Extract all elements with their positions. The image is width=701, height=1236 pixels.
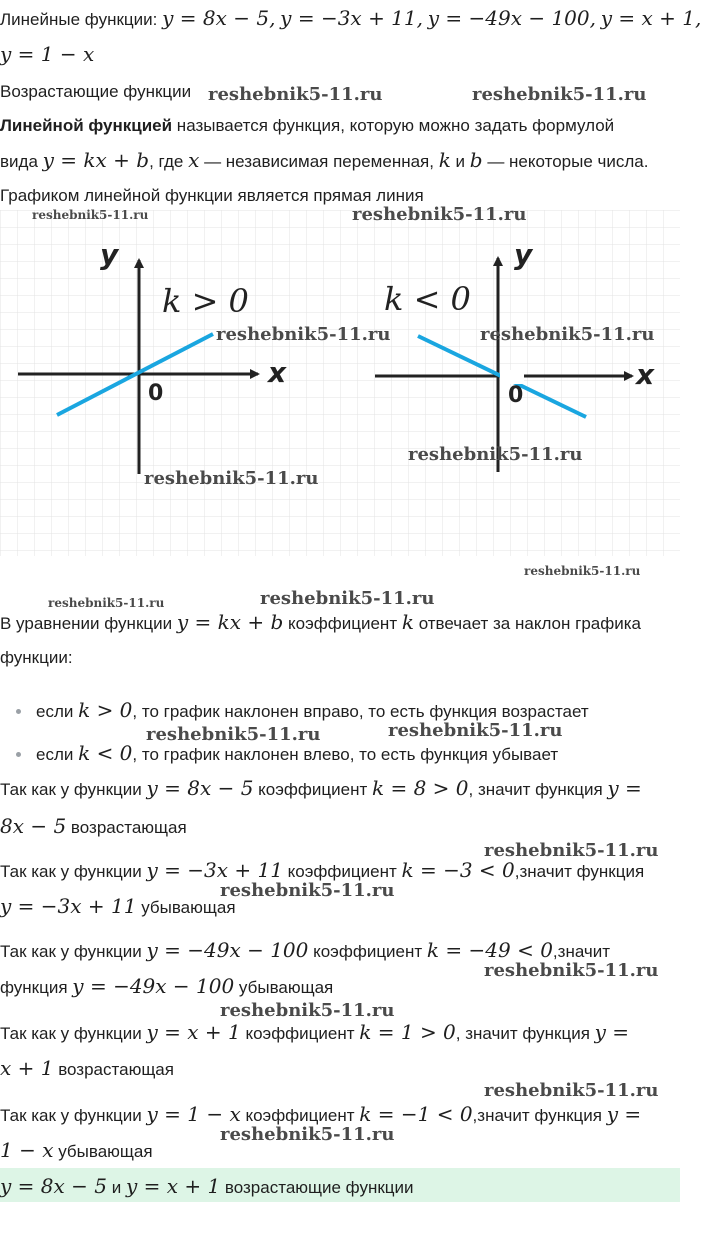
analysis-1-line-2: 8x − 5 возрастающая — [0, 814, 187, 838]
watermark: reshebnik5-11.ru — [48, 596, 165, 610]
analysis-2-line-2: y = −3x + 11 убывающая — [0, 894, 236, 918]
definition-line-1: Линейной функцией называется функция, которую можно задать формулой — [0, 116, 615, 135]
analysis-2-line-1: Так как у функции y = −3x + 11 коэффициент k = −3 < 0,значит функция — [0, 858, 645, 882]
origin-left: 0 — [148, 381, 164, 406]
bullet-dot — [16, 752, 21, 757]
watermark: reshebnik5-11.ru — [220, 880, 395, 901]
watermark: reshebnik5-11.ru — [480, 324, 655, 345]
analysis-4-line-2: x + 1 возрастающая — [0, 1056, 174, 1080]
y-label-left: y — [100, 238, 119, 271]
graph-caption: Графиком линейной функции является прямая линия — [0, 186, 424, 205]
watermark: reshebnik5-11.ru — [208, 84, 383, 105]
analysis-4-line-1: Так как у функции y = x + 1 коэффициент k = 1 > 0, значит функция y = — [0, 1020, 630, 1044]
x-label-right: x — [636, 358, 655, 391]
bullet-dot — [16, 709, 21, 714]
watermark: reshebnik5-11.ru — [472, 84, 647, 105]
linear-function-graphs — [0, 210, 680, 556]
bullet-decreasing: если k < 0, то график наклонен влево, то есть функция убывает — [36, 741, 559, 765]
watermark: reshebnik5-11.ru — [220, 1000, 395, 1021]
functions-list-line-1: Линейные функции: y = 8x − 5, y = −3x + 11, y = −49x − 100, y = x + 1, — [0, 6, 701, 30]
answer-line: y = 8x − 5 и y = x + 1 возрастающие функции — [0, 1174, 414, 1198]
watermark: reshebnik5-11.ru — [144, 468, 319, 489]
slope-line-2: функции: — [0, 648, 73, 667]
watermark: reshebnik5-11.ru — [524, 564, 641, 578]
analysis-3-line-2: функция y = −49x − 100 убывающая — [0, 974, 334, 998]
watermark: reshebnik5-11.ru — [220, 1124, 395, 1145]
slope-line-1: В уравнении функции y = kx + b коэффициент k отвечает за наклон графика — [0, 610, 641, 634]
origin-right: 0 — [508, 383, 524, 408]
x-label-left: x — [268, 356, 287, 389]
watermark: reshebnik5-11.ru — [32, 208, 149, 222]
watermark: reshebnik5-11.ru — [484, 840, 659, 861]
watermark: reshebnik5-11.ru — [484, 1080, 659, 1101]
y-label-right: y — [514, 238, 533, 271]
functions-list-line-2: y = 1 − x — [0, 42, 95, 66]
line-gap — [500, 370, 524, 384]
watermark: reshebnik5-11.ru — [352, 204, 527, 225]
analysis-5-line-2: 1 − x убывающая — [0, 1138, 153, 1162]
bullet-increasing: если k > 0, то график наклонен вправо, то есть функция возрастает — [36, 698, 589, 722]
watermark: reshebnik5-11.ru — [408, 444, 583, 465]
analysis-1-line-1: Так как у функции y = 8x − 5 коэффициент k = 8 > 0, значит функция y = — [0, 776, 642, 800]
analysis-5-line-1: Так как у функции y = 1 − x коэффициент k = −1 < 0,значит функция y = — [0, 1102, 642, 1126]
watermark: reshebnik5-11.ru — [388, 720, 563, 741]
growing-label: Возрастающие функции — [0, 82, 192, 101]
condition-left: k > 0 — [162, 282, 249, 320]
watermark: reshebnik5-11.ru — [260, 588, 435, 609]
watermark: reshebnik5-11.ru — [484, 960, 659, 981]
watermark: reshebnik5-11.ru — [146, 724, 321, 745]
watermark: reshebnik5-11.ru — [216, 324, 391, 345]
definition-line-2: вида y = kx + b, где x — независимая переменная, k и b — некоторые числа. — [0, 148, 649, 172]
condition-right: k < 0 — [384, 280, 471, 318]
analysis-3-line-1: Так как у функции y = −49x − 100 коэффициент k = −49 < 0,значит — [0, 938, 611, 962]
